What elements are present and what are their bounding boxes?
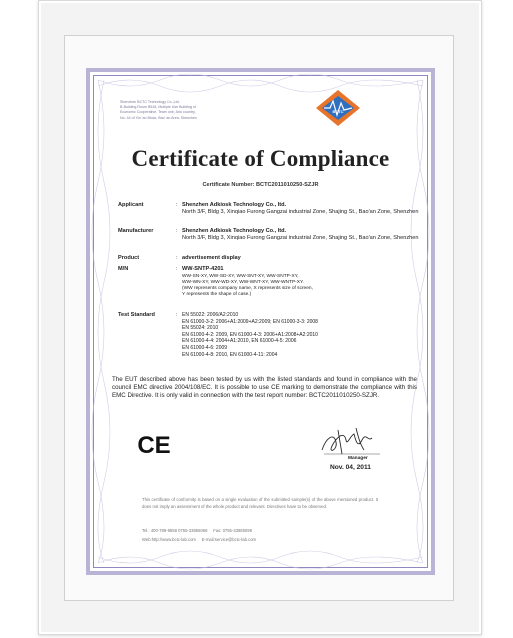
footer-phone: Tel.: 400-788-9558 0755-33865068 [142, 528, 208, 533]
signature-date: Nov. 04, 2011 [330, 464, 371, 471]
ce-mark-icon [136, 431, 172, 457]
footer-contact-row [142, 537, 256, 542]
manufacturer-address: North 3/F, Bldg 3, Xinqiao Furong Gangzai industrial Zone, Shajing St., Bao'an Zone, Shenzhen [182, 235, 419, 242]
product-colon: : [176, 255, 178, 261]
certificate-number [90, 182, 431, 188]
footer-fax: Fax: 0755-33865098 [213, 528, 252, 533]
test-standard-line: EN 61000-4-2: 2009, EN 61000-4-3: 2006+A1:2008+A2:2010 [182, 331, 318, 338]
product-value: advertisement display [182, 255, 241, 261]
issuer-address [120, 100, 290, 121]
certificate-title: Certificate of Compliance [131, 146, 390, 171]
certificate [86, 68, 435, 575]
test-standard-line: EN 55024: 2010 [182, 325, 219, 332]
test-standard-line: EN 61000-4-4: 2004+A1:2010, EN 61000-4-5: 2006 [182, 338, 297, 345]
issuer-address-line: No. 44 of Xin' an Block, Bao' an Area, Shenzhen [120, 115, 197, 120]
test-standard-line: EN 61000-4-8: 2010, EN 61000-4-11: 2004 [182, 351, 278, 358]
applicant-label: Applicant [118, 202, 144, 208]
test-standard-line: EN 61000-3-2: 2006+A1:2009+A2:2009; EN 61000-3-3: 2008 [182, 318, 318, 325]
certificate-number-value: BCTC2011010250-SZJR [255, 182, 319, 188]
test-standard-line: EN 61000-4-6: 2009 [182, 344, 228, 351]
test-standard-colon: : [176, 312, 178, 318]
certificate-number-label: Certificate Number: [202, 182, 255, 188]
issuer-address-line: Shenzhen BCTC Technology Co.,Ltd. [120, 100, 180, 104]
model-detail-line: WW-WN-XY, WW-WD-XY, WW-WNT-XY, WW-WNTP-XY. [182, 280, 304, 286]
issuer-address-line: Economic Cooperative, Team one, Ario country, [120, 110, 196, 115]
manufacturer-label: Manufacturer [118, 228, 154, 234]
manufacturer-name: Shenzhen Adkiosk Technology Co., ltd. [182, 228, 287, 234]
ce-mark-text: CE [137, 432, 171, 457]
model-detail-line: WW-SN-XY, WW-SD-XY, WW-SNT-XY, WW-SNTP-XY, [182, 274, 299, 280]
issuer-address-line: B-Building Room B518, Multiple Use Building of [120, 105, 196, 110]
applicant-address: North 3/F, Bldg 3, Xinqiao Furong Gangzai industrial Zone, Shajing St., Bao'an Zone, Shenzhen [182, 209, 419, 216]
model-value: WW-SNTP-4201 [182, 266, 224, 272]
model-detail-line: Y represents the shape of case.) [182, 292, 252, 298]
footer-web: Web:http://www.bctc-lab.com [142, 537, 196, 542]
applicant-colon: : [176, 202, 178, 208]
footer-email: E-mail:service@bctc-lab.com [201, 537, 257, 542]
applicant-name: Shenzhen Adkiosk Technology Co., ltd. [182, 202, 287, 208]
bctc-logo [312, 88, 364, 128]
model-label: M/N [118, 266, 129, 272]
footer-contact-row [142, 528, 252, 533]
bctc-logo-text: BCTC [332, 109, 344, 114]
model-colon: : [176, 266, 178, 272]
footer-note: This certificate of conformity is based on a single evaluation of the submitted sample(s) of the above mentioned product. It does not imply an assessment of the whole product and relevant. Directives have to be observed. [142, 497, 378, 509]
manufacturer-colon: : [176, 228, 178, 234]
product-label: Product [118, 255, 140, 261]
signatory-role: Manager [348, 456, 368, 461]
compliance-statement: The EUT described above has been tested by us with the listed standards and found in compliance with the council EMC directive 2004/108/EC. It is possible to use CE marking to demonstrate the compliance with this EMC Directive. It is only valid in connection with the test report number: BCTC2011010250-SZJR. [112, 376, 417, 399]
test-standard-line: EN 55022: 2006/A2:2010 [182, 312, 239, 318]
model-detail-line: (WW represents company name, X represents size of screen, [182, 286, 313, 292]
test-standard-label: Test Standard [118, 312, 155, 318]
